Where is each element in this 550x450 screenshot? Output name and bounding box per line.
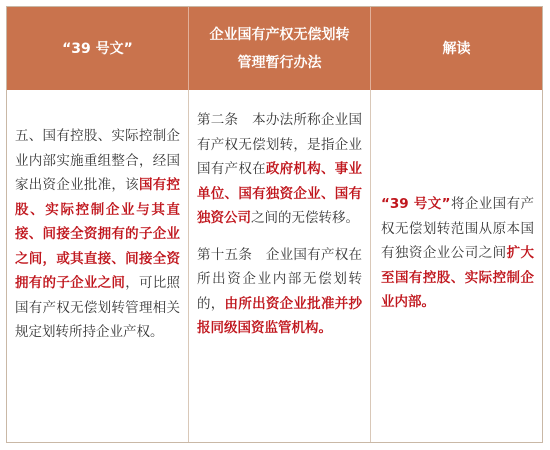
segment: 之间的无偿转移。 xyxy=(251,210,359,226)
article-2-paragraph xyxy=(197,108,362,231)
segment: 第十五条 企业国有产权在所出资企业内部无偿划转的， xyxy=(197,246,362,312)
cell-39-document-content xyxy=(7,90,188,442)
highlighted-segment: “39 号文” xyxy=(381,196,451,212)
highlighted-segment: 政府机构、事业单位、国有独资企业、国有独资公司 xyxy=(197,161,363,226)
cell-interpretation-content xyxy=(370,90,542,442)
header-transfer-measures-text: 企业国有产权无偿划转管理暂行办法 xyxy=(209,26,350,71)
highlighted-segment: 由所出资企业批准并抄报同级国资监管机构。 xyxy=(197,295,363,336)
highlighted-segment: 扩大至国有控股、实际控制企业内部。 xyxy=(381,245,535,310)
header-transfer-measures xyxy=(188,7,370,90)
table-header xyxy=(7,7,542,90)
segment: 五、国有控股、实际控制企业内部实施重组整合，经国家出资企业批准，该 xyxy=(15,128,180,193)
header-interpretation: 解读 xyxy=(370,7,542,90)
comparison-table xyxy=(6,6,543,443)
cell-measures-content xyxy=(188,90,370,442)
table-body xyxy=(7,90,542,442)
highlighted-segment: 国有控股、实际控制企业与其直接、间接全资拥有的子企业之间，或其直接、间接全资拥有的子企业之间 xyxy=(15,177,181,291)
segment: ，可比照国有产权无偿划转管理相关规定划转所持企业产权。 xyxy=(15,275,181,340)
segment: 第二条 本办法所称企业国有产权无偿划转，是指企业国有产权在 xyxy=(197,112,362,177)
segment: 将企业国有产权无偿划转范围从原本国有独资企业公司之间 xyxy=(381,196,535,261)
header-39-document: “39 号文” xyxy=(62,40,133,57)
article-15-paragraph xyxy=(197,243,362,341)
